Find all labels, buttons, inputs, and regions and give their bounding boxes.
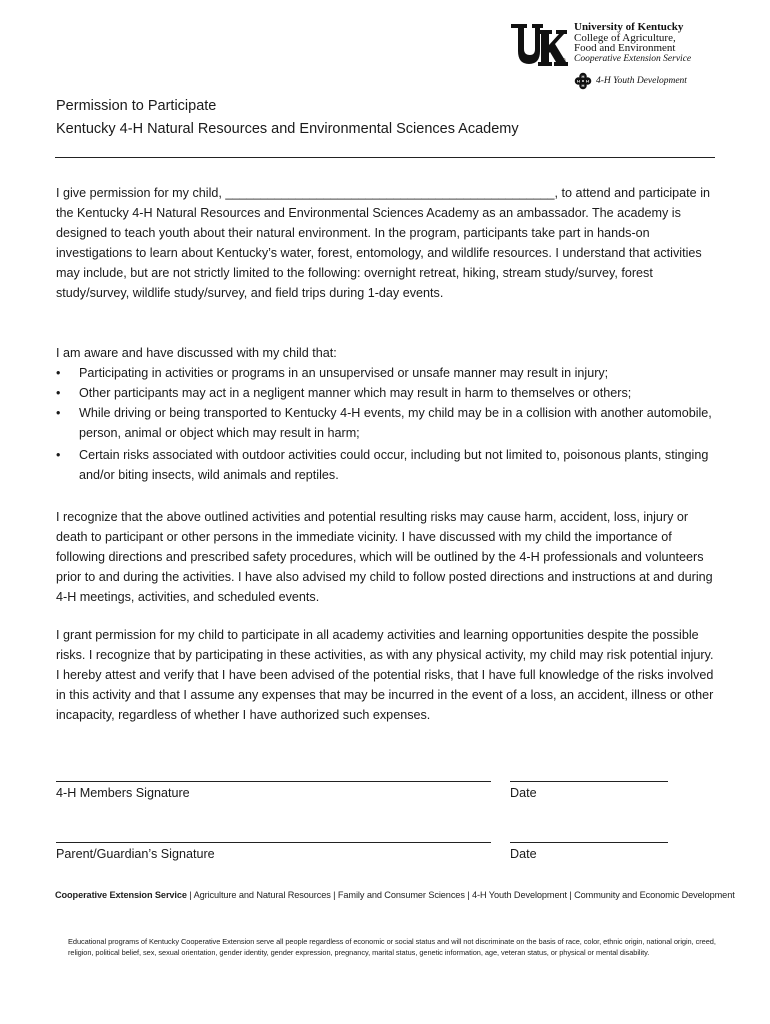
list-item: • Participating in activities or programs in an unsupervised or unsafe manner may result in injury; [56,363,716,383]
program-name: 4-H Youth Development [596,76,687,86]
svg-text:H: H [586,78,589,84]
institution-line-1: University of Kentucky [574,21,684,33]
svg-text:H: H [577,78,580,84]
footer-org: Cooperative Extension Service [55,890,187,900]
svg-text:H: H [581,74,585,80]
footer-notice: Educational programs of Kentucky Cooperative Extension serve all people regardless of economic or social status and will not discriminate on the basis of race, color, ethnic origin, national origin, creed, religion, political belief, sex, sexual orientation, gender identity, gender expression, pregnancy, marital status, genetic information, age, veteran status, or physical or mental disability. [68,937,716,957]
guardian-date-line[interactable] [510,842,668,843]
program-badge [574,72,687,90]
member-signature-label: 4-H Members Signature [56,786,190,800]
institution-line-2: College of Agriculture, [574,31,676,44]
list-item: • While driving or being transported to Kentucky 4-H events, my child may be in a collision with another automobile, person, animal or object which may result in harm; [56,403,716,443]
footer-unit-list: | Agriculture and Natural Resources | Family and Consumer Sciences | 4-H Youth Development | Community and Economic Development [186,890,735,900]
risk-list [56,363,716,485]
uk-logo-mark [510,22,568,68]
document-subtitle: Kentucky 4-H Natural Resources and Environmental Sciences Academy [56,121,519,137]
svg-text:H: H [581,83,585,89]
document-title: Permission to Participate [56,98,217,114]
aware-intro: I am aware and have discussed with my child that: [56,346,337,360]
recognition-paragraph: I recognize that the above outlined activities and potential resulting risks may cause harm, accident, loss, injury or death to participant or other persons in the immediate vicinity. I have discussed with my child the importance of following directions and prescribed safety procedures, which will be outlined by the 4-H professionals and volunteers prior to and during the activities. I have also advised my child to follow posted directions and instructions at and during 4-H meetings, activities, and scheduled events. [56,510,713,604]
footer-units [55,890,735,900]
member-date-line[interactable] [510,781,668,782]
guardian-signature-label: Parent/Guardian’s Signature [56,847,215,861]
four-leaf-clover-icon [574,72,592,90]
list-item: • Other participants may act in a negligent manner which may result in harm to themselves or others; [56,383,716,403]
institution-line-3: Food and Environment [574,42,676,54]
institution-name [574,22,691,64]
permission-paragraph: I give permission for my child, _______________________________________________, to attend and participate in the Kentucky 4-H Natural Resources and Environmental Sciences Academy as an ambassador. The academy is designed to teach youth about their natural environment. In the program, participants take part in hands-on investigations to learn about Kentucky’s water, forest, entomology, and wildlife resources. I understand that activities may include, but are not strictly limited to the following: overnight retreat, hiking, stream study/survey, forest study/survey, wildlife study/survey, and field trips during 1-day events. [56,186,710,300]
document-heading [56,95,519,141]
registered-mark: ® [562,58,566,64]
member-signature-line[interactable] [56,781,491,782]
member-date-label: Date [510,786,537,800]
grant-paragraph: I grant permission for my child to participate in all academy activities and learning opportunities despite the possible risks. I recognize that by participating in these activities, as with any physical activity, my child may risk potential injury. I hereby attest and verify that I have been advised of the potential risks, that I have full knowledge of the risks involved in this activity and that I assume any expenses that may be incurred in the event of a loss, an accident, illness or other incapacity, regardless of whether I have authorized such expenses. [56,628,714,722]
guardian-date-label: Date [510,847,537,861]
guardian-signature-line[interactable] [56,842,491,843]
institution-line-4: Cooperative Extension Service [574,53,692,64]
title-divider [55,157,715,158]
uk-logo [510,22,720,92]
list-item: • Certain risks associated with outdoor activities could occur, including but not limited to, poisonous plants, stinging and/or biting insects, wild animals and reptiles. [56,445,716,485]
